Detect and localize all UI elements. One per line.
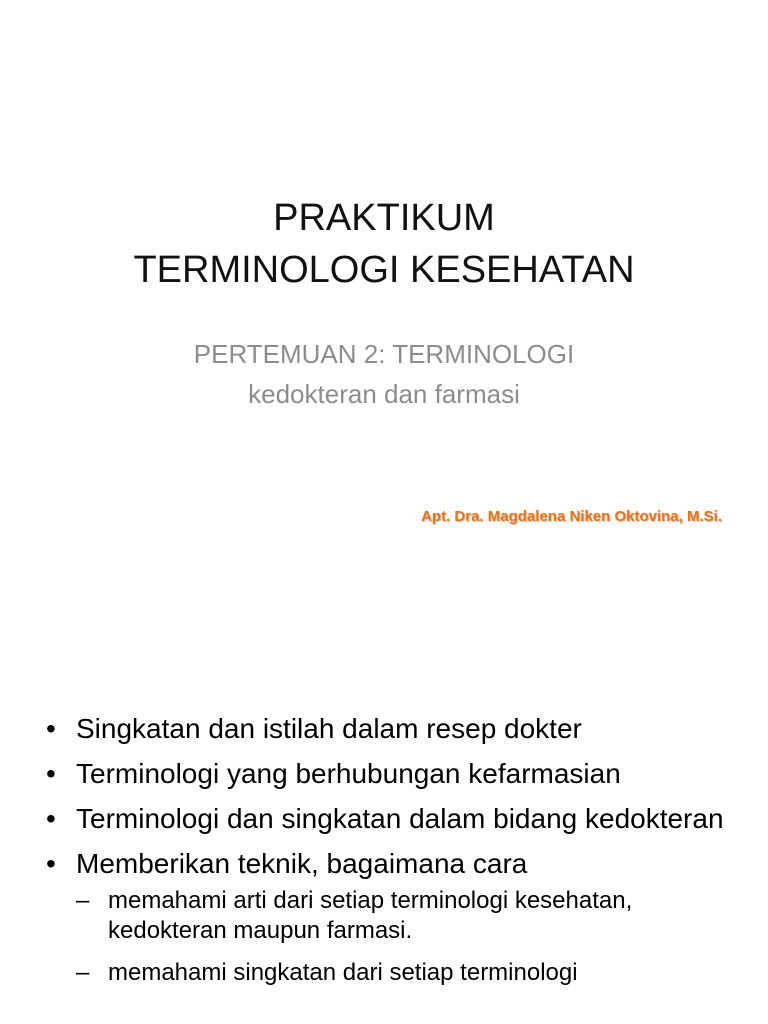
subbullet-list — [76, 886, 742, 988]
bullet-item — [42, 800, 742, 837]
bullet-text: Terminologi yang berhubungan kefarmasian — [76, 758, 621, 789]
subtitle-line-1: PERTEMUAN 2: TERMINOLOGI — [193, 339, 575, 369]
bullet-item — [42, 845, 742, 988]
bullet-text: Singkatan dan istilah dalam resep dokter — [76, 713, 582, 744]
subtitle-line-2: kedokteran dan farmasi — [248, 379, 520, 409]
slide-title — [0, 192, 768, 296]
bullet-marker: • — [46, 713, 56, 744]
bullet-item — [42, 755, 742, 792]
bullet-list — [42, 710, 742, 1000]
subbullet-text: memahami singkatan dari setiap terminologi — [108, 959, 578, 986]
subbullet-text: memahami arti dari setiap terminologi kesehatan, kedokteran maupun farmasi. — [108, 887, 633, 944]
subbullet-marker: – — [76, 959, 90, 986]
bullet-item — [42, 710, 742, 747]
bullet-marker: • — [46, 848, 56, 879]
subbullet-item — [76, 958, 742, 988]
author-name: Apt. Dra. Magdalena Niken Oktovina, M.Si. — [421, 508, 722, 525]
subbullet-marker: – — [76, 887, 90, 914]
bullet-text: Memberikan teknik, bagaimana cara — [76, 848, 528, 879]
slide-subtitle — [0, 334, 768, 414]
bullet-marker: • — [46, 758, 56, 789]
title-line-2: TERMINOLOGI KESEHATAN — [133, 249, 635, 291]
bullet-text: Terminologi dan singkatan dalam bidang kedokteran — [76, 803, 724, 834]
bullet-marker: • — [46, 803, 56, 834]
title-line-1: PRAKTIKUM — [273, 197, 495, 239]
subbullet-item — [76, 886, 742, 946]
